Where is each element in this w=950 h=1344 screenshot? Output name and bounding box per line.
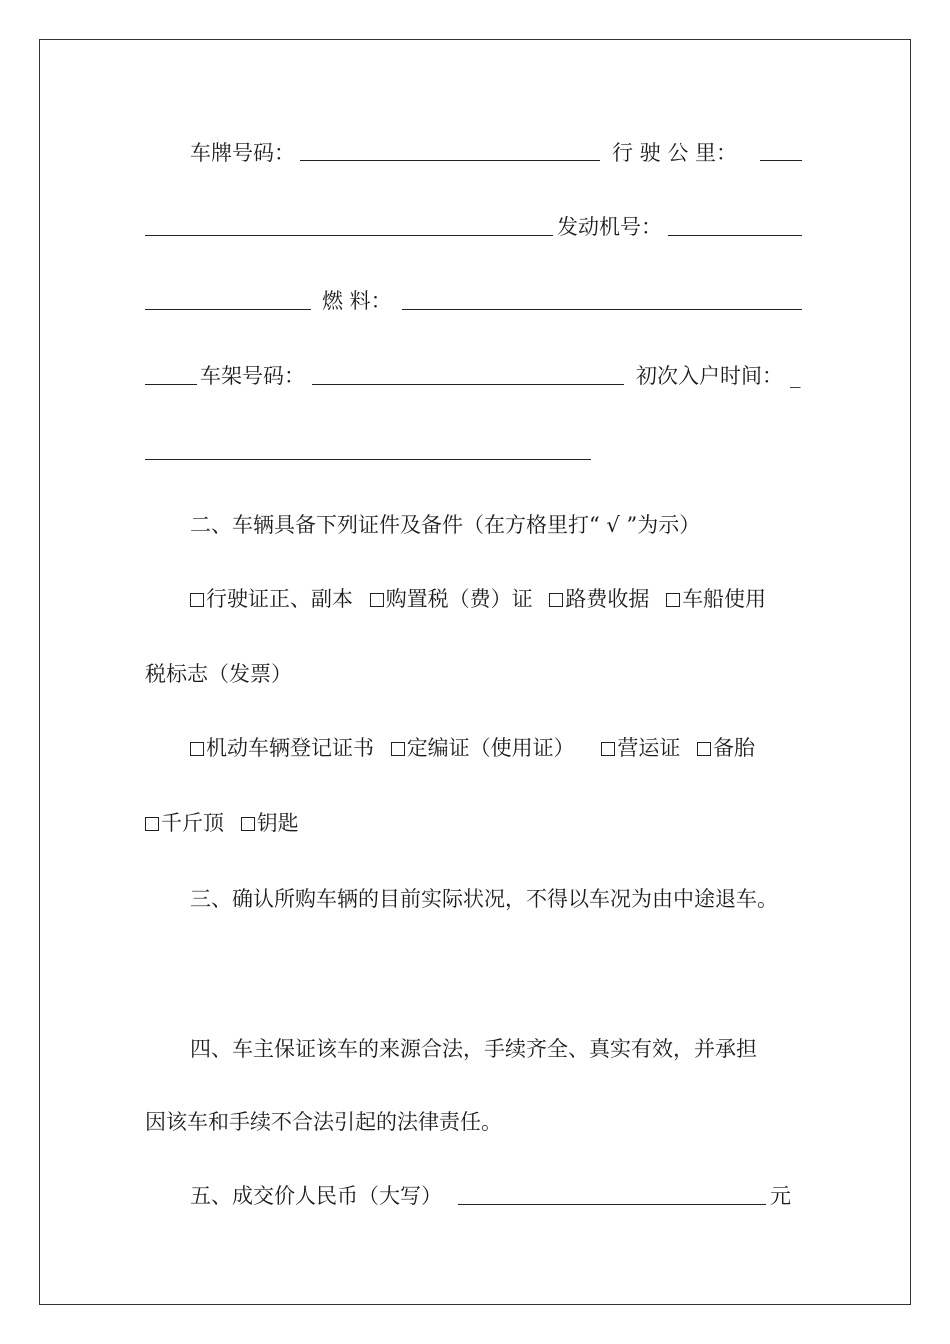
fuel-field-continued[interactable] <box>145 384 197 385</box>
mileage-field[interactable] <box>760 160 802 161</box>
checkbox[interactable] <box>549 593 563 607</box>
checkbox-item[interactable]: 营运证 <box>601 734 680 762</box>
engine-number-field[interactable] <box>668 235 802 236</box>
checkbox-item[interactable]: 购置税（费）证 <box>370 585 533 613</box>
checkbox[interactable] <box>370 593 384 607</box>
section-4-line-2: 因该车和手续不合法引起的法律责任。 <box>145 1110 502 1134</box>
checkbox-item[interactable]: 行驶证正、副本 <box>190 585 353 613</box>
checkbox-item[interactable]: 路费收据 <box>549 585 649 613</box>
documents-row-3 <box>145 809 299 837</box>
frame-number-field[interactable] <box>312 384 624 385</box>
first-registration-label: 初次入户时间： <box>636 364 783 388</box>
section-5-label: 五、成交价人民币（大写） <box>190 1184 442 1208</box>
first-registration-underscore: _ <box>790 364 801 388</box>
section-3-text: 三、确认所购车辆的目前实际状况，不得以车况为由中途退车。 <box>190 887 778 911</box>
first-registration-field[interactable] <box>145 459 591 460</box>
section-4-line-1: 四、车主保证该车的来源合法，手续齐全、真实有效，并承担 <box>190 1037 757 1061</box>
checkbox[interactable] <box>391 742 405 756</box>
checkbox-item[interactable]: 备胎 <box>697 734 755 762</box>
checkbox[interactable] <box>190 742 204 756</box>
mileage-label: 行 驶 公 里： <box>612 141 738 165</box>
documents-row-1 <box>190 585 766 613</box>
currency-unit: 元 <box>770 1184 791 1208</box>
checkbox[interactable] <box>190 593 204 607</box>
checkbox-item[interactable]: 机动车辆登记证书 <box>190 734 374 762</box>
checkbox[interactable] <box>241 817 255 831</box>
checkbox-item[interactable]: 千斤顶 <box>145 809 224 837</box>
documents-row-1-wrap: 税标志（发票） <box>145 662 292 686</box>
checkbox[interactable] <box>697 742 711 756</box>
plate-number-field[interactable] <box>300 160 600 161</box>
engine-number-field-continued[interactable] <box>145 309 311 310</box>
mileage-field-continued[interactable] <box>145 235 553 236</box>
frame-number-label: 车架号码： <box>200 364 305 388</box>
checkbox-item[interactable]: 定编证（使用证） <box>391 734 575 762</box>
plate-number-label: 车牌号码： <box>190 141 295 165</box>
checkbox-item[interactable]: 车船使用 <box>666 585 766 613</box>
fuel-field[interactable] <box>402 309 802 310</box>
engine-number-label: 发动机号： <box>557 215 662 239</box>
checkbox[interactable] <box>666 593 680 607</box>
section-2-heading: 二、车辆具备下列证件及备件（在方格里打“ √ ”为示） <box>190 513 701 537</box>
fuel-label: 燃 料： <box>322 289 392 313</box>
checkbox[interactable] <box>601 742 615 756</box>
documents-row-2 <box>190 734 755 762</box>
checkbox-item[interactable]: 钥匙 <box>241 809 299 837</box>
checkbox[interactable] <box>145 817 159 831</box>
price-amount-field[interactable] <box>458 1204 766 1205</box>
